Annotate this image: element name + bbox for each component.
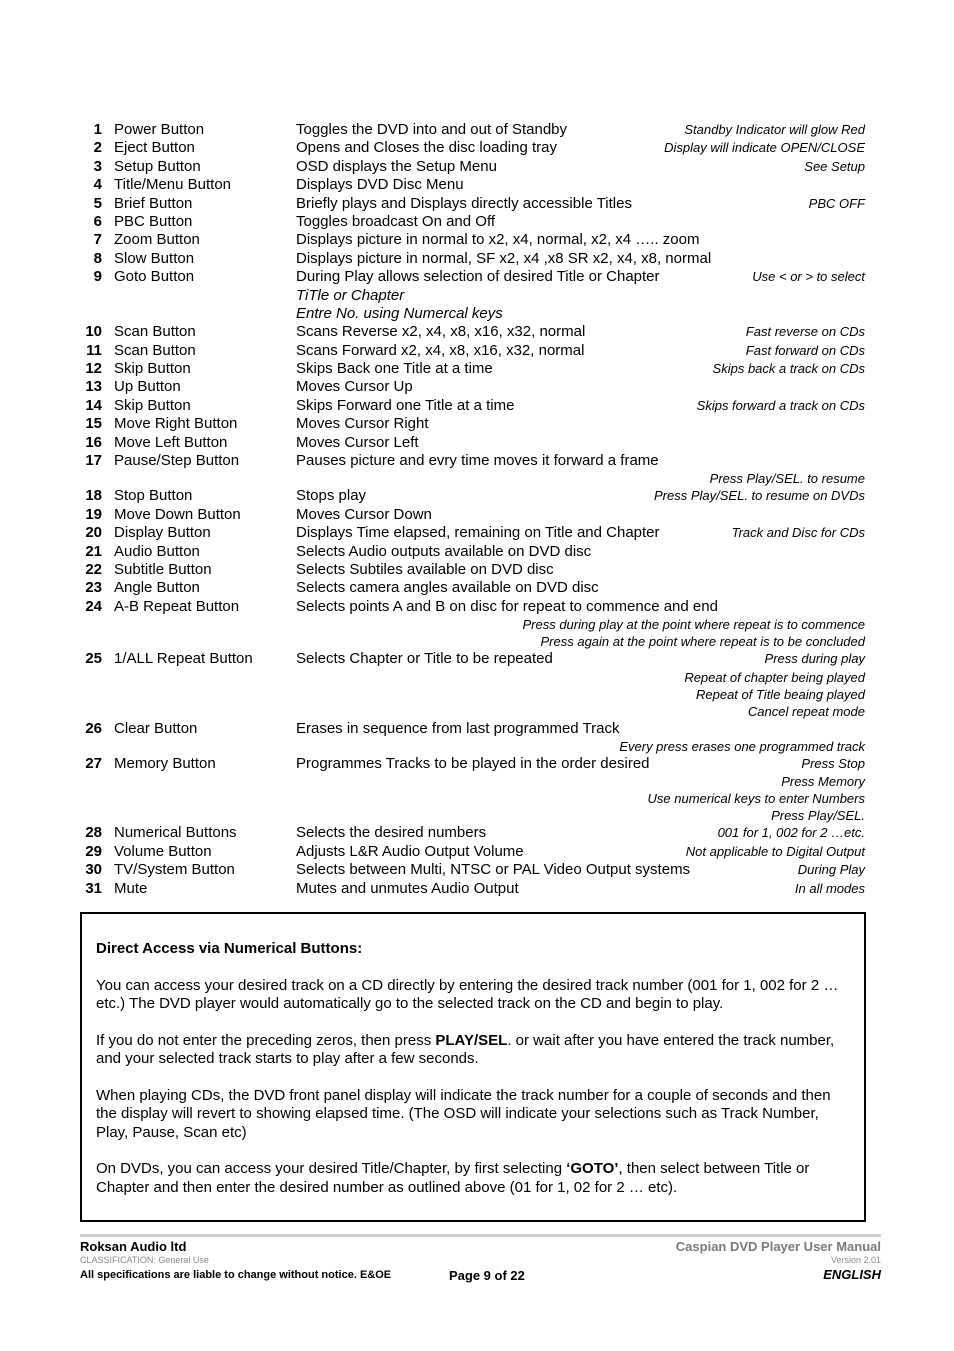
footer-version: Version 2.01: [830, 1255, 881, 1265]
row-description: Mutes and unmutes Audio Output: [296, 879, 519, 897]
row-number: 11: [86, 341, 102, 359]
row-note: Fast forward on CDs: [745, 342, 865, 358]
row-note: Press Stop: [801, 755, 865, 771]
row-number: 23: [85, 579, 102, 597]
row-number: 27: [85, 754, 102, 772]
footer-language: ENGLISH: [823, 1267, 881, 1282]
row-button-name: Memory Button: [114, 754, 216, 772]
p2-text-b: . or wait after you have entered the track number, and your selected track starts to play after a few seconds.: [96, 1031, 835, 1067]
table-note-row: [80, 686, 865, 703]
row-number: 6: [93, 212, 102, 230]
table-row: [80, 452, 865, 470]
row-description: Selects Audio outputs available on DVD disc: [296, 542, 592, 560]
table-row: [80, 824, 865, 842]
row-button-name: Skip Button: [114, 360, 191, 378]
row-description: Toggles the DVD into and out of Standby: [296, 121, 568, 138]
row-button-name: Stop Button: [114, 487, 193, 505]
row-number: 13: [85, 378, 102, 396]
row-number: 29: [85, 842, 102, 860]
row-number: 3: [93, 157, 102, 175]
direct-access-title: Direct Access via Numerical Buttons:: [96, 940, 363, 957]
table-row: [80, 861, 865, 879]
row-note: Repeat of chapter being played: [684, 669, 865, 685]
row-button-name: Volume Button: [114, 842, 212, 860]
row-description: Moves Cursor Left: [296, 433, 419, 451]
row-note: PBC OFF: [808, 195, 865, 211]
table-row: [80, 506, 865, 524]
row-note: Track and Disc for CDs: [731, 525, 865, 541]
table-row: [80, 434, 865, 452]
row-description: Scans Forward x2, x4, x8, x16, x32, normal: [296, 341, 585, 359]
table-row: [80, 579, 865, 597]
row-note: Press during play at the point where repeat is to commence: [522, 617, 865, 633]
row-number: 20: [85, 524, 102, 542]
row-description: Moves Cursor Down: [296, 505, 432, 523]
direct-access-paragraph-2: [96, 1032, 848, 1069]
row-description: Skips Forward one Title at a time: [296, 396, 515, 414]
row-description: Programmes Tracks to be played in the order desired: [296, 754, 650, 772]
row-button-name: Setup Button: [114, 157, 201, 175]
row-description: Displays DVD Disc Menu: [296, 176, 464, 194]
row-note: Fast reverse on CDs: [745, 324, 865, 340]
row-note: Every press erases one programmed track: [619, 738, 865, 754]
row-note: Press Play/SEL. to resume: [709, 471, 865, 487]
row-note: Skips forward a track on CDs: [696, 397, 865, 413]
row-number: 26: [85, 719, 102, 737]
p2-text-a: If you do not enter the preceding zeros, then press: [96, 1031, 436, 1049]
row-number: 9: [93, 268, 102, 286]
row-number: 8: [93, 249, 102, 267]
row-description: Selects points A and B on disc for repeat to commence and end: [296, 597, 718, 615]
row-description: Adjusts L&R Audio Output Volume: [296, 842, 524, 860]
table-row: [80, 139, 865, 157]
row-number: 12: [85, 360, 102, 378]
row-button-name: Move Down Button: [114, 505, 241, 523]
row-number: 19: [85, 505, 102, 523]
table-continuation-row: [80, 287, 865, 305]
row-note: Skips back a track on CDs: [712, 361, 865, 377]
table-row: [80, 843, 865, 861]
row-description: Scans Reverse x2, x4, x8, x16, x32, normal: [296, 323, 586, 341]
row-number: 22: [85, 560, 102, 578]
row-note: 001 for 1, 002 for 2 …etc.: [717, 825, 865, 841]
row-description: OSD displays the Setup Menu: [296, 157, 497, 175]
row-description: Selects camera angles available on DVD disc: [296, 579, 599, 597]
row-button-name: Subtitle Button: [114, 560, 212, 578]
row-button-name: Mute: [114, 879, 148, 897]
row-button-name: PBC Button: [114, 212, 193, 230]
table-note-row: [80, 790, 865, 807]
table-note-row: [80, 470, 865, 487]
table-note-row: [80, 807, 865, 824]
table-note-row: [80, 703, 865, 720]
row-description: Displays Time elapsed, remaining on Title and Chapter: [296, 524, 660, 542]
direct-access-box: [80, 912, 866, 1222]
row-note: Press again at the point where repeat is to be concluded: [540, 634, 865, 650]
row-number: 14: [85, 396, 102, 414]
table-row: [80, 378, 865, 396]
footer-divider: [80, 1234, 881, 1237]
table-note-row: [80, 773, 865, 790]
table-row: [80, 755, 865, 773]
row-note: Press during play: [764, 651, 865, 667]
row-note: Use < or > to select: [752, 269, 865, 285]
row-number: 7: [93, 231, 102, 249]
row-note: Not applicable to Digital Output: [685, 843, 865, 859]
row-button-name: Scan Button: [114, 341, 196, 359]
table-row: [80, 342, 865, 360]
row-description-continued: Entre No. using Numercal keys: [296, 304, 503, 322]
row-button-name: Move Right Button: [114, 415, 238, 433]
row-button-name: Title/Menu Button: [114, 176, 232, 194]
row-button-name: Display Button: [114, 524, 211, 542]
table-row: [80, 195, 865, 213]
table-note-row: [80, 669, 865, 686]
direct-access-paragraph-1: You can access your desired track on a CD directly by entering the desired track number (001 for 1, 002 for 2 … etc.) The DVD player would automatically go to the selected track on the CD and begin to play.: [96, 976, 839, 1012]
row-button-name: Power Button: [114, 121, 205, 138]
footer-classification: CLASSIFICATION: General Use: [80, 1255, 209, 1265]
table-continuation-row: [80, 305, 865, 323]
row-description: Selects between Multi, NTSC or PAL Video Output systems: [296, 861, 691, 879]
row-note: Use numerical keys to enter Numbers: [647, 791, 865, 807]
row-button-name: Scan Button: [114, 323, 196, 341]
row-description: Moves Cursor Right: [296, 415, 429, 433]
table-note-row: [80, 738, 865, 755]
row-note: Press Memory: [781, 774, 865, 790]
row-note: Cancel repeat mode: [747, 703, 865, 719]
table-row: [80, 176, 865, 194]
row-button-name: Audio Button: [114, 542, 200, 560]
row-description: Selects Chapter or Title to be repeated: [296, 650, 553, 668]
row-number: 17: [85, 452, 102, 470]
table-row: [80, 397, 865, 415]
table-row: [80, 650, 865, 668]
row-description: Selects the desired numbers: [296, 824, 487, 842]
table-note-row: [80, 616, 865, 633]
row-button-name: Skip Button: [114, 396, 191, 414]
table-row: [80, 524, 865, 542]
row-number: 15: [85, 415, 102, 433]
row-note: Standby Indicator will glow Red: [684, 122, 865, 137]
row-button-name: A-B Repeat Button: [114, 597, 240, 615]
row-number: 25: [85, 650, 102, 668]
row-note: In all modes: [794, 880, 865, 896]
table-row: [80, 880, 865, 898]
table-row: [80, 360, 865, 378]
row-number: 31: [85, 879, 102, 897]
table-row: [80, 720, 865, 738]
row-number: 10: [85, 323, 102, 341]
row-description-continued: TiTle or Chapter: [296, 286, 405, 304]
row-note: Display will indicate OPEN/CLOSE: [664, 140, 865, 156]
footer-page-number: Page 9 of 22: [449, 1268, 525, 1283]
row-number: 21: [85, 542, 102, 560]
row-button-name: Numerical Buttons: [114, 824, 237, 842]
row-description: Skips Back one Title at a time: [296, 360, 493, 378]
table-row: [80, 561, 865, 579]
row-number: 28: [85, 824, 102, 842]
row-description: Opens and Closes the disc loading tray: [296, 139, 557, 157]
row-button-name: Zoom Button: [114, 231, 200, 249]
row-note: During Play: [797, 862, 865, 878]
row-button-name: Up Button: [114, 378, 181, 396]
table-row: [80, 231, 865, 249]
row-number: 2: [93, 139, 102, 157]
direct-access-paragraph-3: When playing CDs, the DVD front panel display will indicate the track number for a couple of seconds and then the display will revert to showing elapsed time. (The OSD will indicate your selections such as Track Number, Play, Pause, Scan etc): [96, 1086, 831, 1141]
row-number: 4: [93, 176, 102, 194]
direct-access-paragraph-4: [96, 1160, 848, 1197]
row-note: See Setup: [804, 158, 865, 174]
row-number: 5: [93, 194, 102, 212]
table-row: [80, 415, 865, 433]
row-note: Press Play/SEL.: [771, 808, 865, 824]
row-button-name: Clear Button: [114, 719, 198, 737]
row-button-name: 1/ALL Repeat Button: [114, 650, 253, 668]
row-button-name: Goto Button: [114, 268, 195, 286]
row-button-name: Angle Button: [114, 579, 200, 597]
row-button-name: Brief Button: [114, 194, 193, 212]
footer-manual-title: Caspian DVD Player User Manual: [675, 1239, 881, 1254]
row-description: Displays picture in normal, SF x2, x4 ,x8 SR x2, x4, x8, normal: [296, 249, 712, 267]
row-description: Briefly plays and Displays directly accessible Titles: [296, 194, 632, 212]
row-description: Stops play: [296, 487, 367, 505]
row-description: Displays picture in normal to x2, x4, normal, x2, x4 ….. zoom: [296, 231, 700, 249]
row-number: 30: [85, 861, 102, 879]
play-sel-emphasis: PLAY/SEL: [435, 1031, 508, 1049]
footer-disclaimer: All specifications are liable to change without notice. E&OE: [80, 1269, 392, 1281]
table-note-row: [80, 633, 865, 650]
row-number: 16: [85, 433, 102, 451]
table-row: [80, 158, 865, 176]
button-function-table: [80, 121, 865, 898]
p4-text-b: , then select between Title or Chapter and then enter the desired number as outlined above (01 for 1, 02 for 2 … etc).: [96, 1160, 810, 1196]
table-row: [80, 250, 865, 268]
row-description: During Play allows selection of desired Title or Chapter: [296, 268, 660, 286]
table-row: [80, 213, 865, 231]
row-note: Repeat of Title beaing played: [696, 686, 865, 702]
goto-emphasis: ‘GOTO’: [566, 1160, 619, 1177]
row-number: 24: [85, 597, 102, 615]
row-description: Toggles broadcast On and Off: [296, 212, 496, 230]
table-row: [80, 268, 865, 286]
table-row: [80, 598, 865, 616]
row-note: Press Play/SEL. to resume on DVDs: [654, 488, 865, 504]
row-button-name: Eject Button: [114, 139, 195, 157]
row-button-name: Slow Button: [114, 249, 195, 267]
row-description: Moves Cursor Up: [296, 378, 413, 396]
row-button-name: Pause/Step Button: [114, 452, 240, 470]
row-description: Selects Subtiles available on DVD disc: [296, 560, 554, 578]
row-number: 18: [85, 487, 102, 505]
row-number: 1: [93, 121, 102, 138]
footer-company: Roksan Audio ltd: [80, 1239, 187, 1254]
row-description: Pauses picture and evry time moves it forward a frame: [296, 452, 659, 470]
row-description: Erases in sequence from last programmed Track: [296, 719, 620, 737]
row-button-name: Move Left Button: [114, 433, 228, 451]
table-row: [80, 487, 865, 505]
p4-text-a: On DVDs, you can access your desired Title/Chapter, by first selecting: [96, 1160, 567, 1177]
table-row: [80, 121, 865, 139]
table-row: [80, 323, 865, 341]
row-button-name: TV/System Button: [114, 861, 235, 879]
table-row: [80, 543, 865, 561]
